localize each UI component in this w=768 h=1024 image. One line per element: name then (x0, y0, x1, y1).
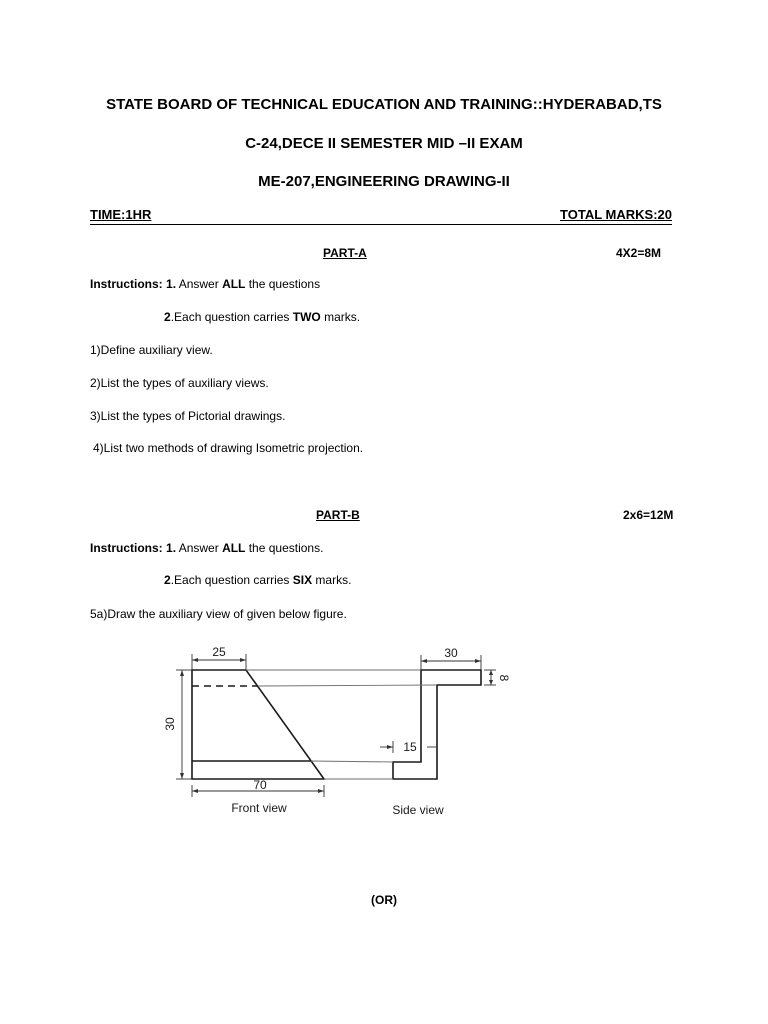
question-3: 3)List the types of Pictorial drawings. (90, 409, 286, 423)
subject-title: ME-207,ENGINEERING DRAWING-II (258, 173, 510, 190)
question-2: 2)List the types of auxiliary views. (90, 376, 269, 390)
part-b-marks: 2x6=12M (623, 508, 674, 522)
exam-title: C-24,DECE II SEMESTER MID –II EXAM (245, 135, 523, 152)
instr-bold: ALL (222, 541, 246, 555)
instr-bold: TWO (292, 310, 321, 324)
question-4: 4)List two methods of drawing Isometric projection. (93, 441, 364, 455)
projection-line (311, 761, 393, 762)
instr-num: 2 (164, 310, 171, 324)
time-marks-row (90, 207, 672, 225)
instr-text: the questions (245, 277, 321, 291)
instr-text: Answer (176, 541, 223, 555)
front-view-caption: Front view (231, 801, 287, 815)
part-a-instruction-2 (164, 310, 360, 324)
instr-text: Answer (176, 277, 223, 291)
side-view-outline (393, 670, 481, 779)
question-1: 1)Define auxiliary view. (90, 343, 213, 357)
engineering-drawing-figure (148, 640, 518, 835)
dim-label-30-top: 30 (444, 646, 458, 660)
instr-num: 1. (166, 277, 177, 291)
instr-bold: SIX (292, 573, 313, 587)
dim-label-25: 25 (212, 645, 226, 659)
side-view-caption: Side view (392, 803, 444, 817)
dim-label-70: 70 (253, 778, 267, 792)
instr-text: the questions. (245, 541, 324, 555)
instr-label: Instructions: (90, 277, 163, 291)
instr-bold: ALL (222, 277, 246, 291)
part-b-instruction-2 (164, 573, 351, 587)
part-b-instruction-1 (90, 541, 323, 555)
or-separator: (OR) (371, 893, 397, 907)
total-marks-label: TOTAL MARKS:20 (560, 207, 672, 222)
instr-num: 1. (166, 541, 177, 555)
part-a-marks: 4X2=8M (616, 246, 662, 260)
projection-line (258, 685, 437, 686)
instr-text: marks. (312, 573, 352, 587)
dim-label-15: 15 (403, 740, 417, 754)
instr-label: Instructions: (90, 541, 163, 555)
instr-num: 2 (164, 573, 171, 587)
dim-label-30-left: 30 (163, 717, 177, 731)
instr-text: .Each question carries (170, 573, 293, 587)
instr-text: marks. (320, 310, 361, 324)
dim-label-8: 8 (497, 674, 511, 682)
part-a-title: PART-A (323, 246, 367, 260)
question-5a: 5a)Draw the auxiliary view of given below figure. (90, 607, 347, 621)
part-b-title: PART-B (316, 508, 360, 522)
part-a-instruction-1 (90, 277, 320, 291)
board-title: STATE BOARD OF TECHNICAL EDUCATION AND TRAINING::HYDERABAD,TS (106, 96, 662, 113)
instr-text: .Each question carries (170, 310, 293, 324)
time-label: TIME:1HR (90, 207, 152, 222)
